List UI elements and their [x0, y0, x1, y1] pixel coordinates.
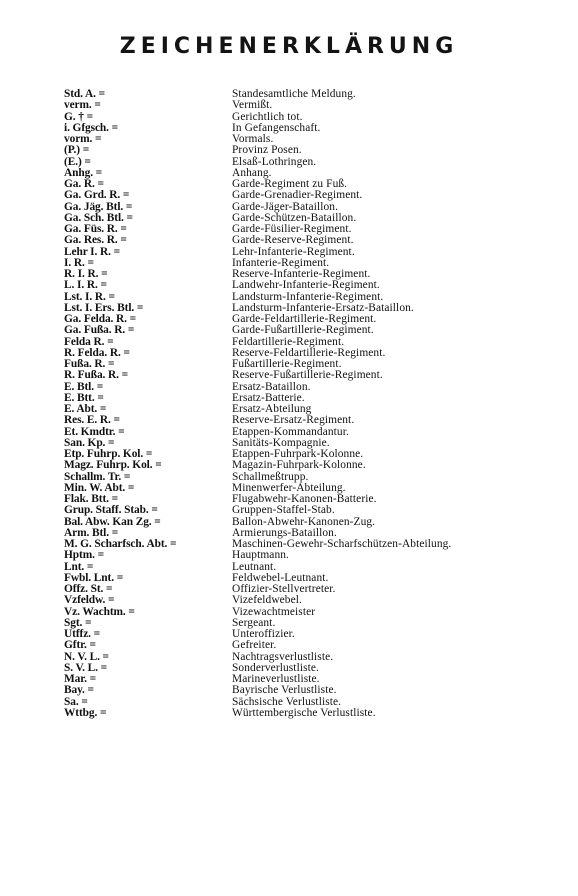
abbreviation-meaning: Garde-Schützen-Bataillon. [232, 211, 357, 224]
abbreviation: Ga. Jäg. Btl. = [64, 200, 133, 213]
abbreviation-meaning: Marineverlustliste. [232, 673, 320, 685]
abbreviation: Ga. Fußa. R. = [64, 324, 135, 337]
abbreviation-meaning: Sächsische Verlustliste. [232, 695, 342, 708]
abbreviation-meaning: Provinz Posen. [232, 144, 302, 157]
abbreviation-meaning: Vormals. [232, 133, 274, 145]
abbreviation: R. Fußa. R. = [64, 369, 129, 382]
abbreviation-meaning: Fußartillerie-Regiment. [232, 358, 342, 370]
legend-entry [64, 100, 574, 111]
abbreviation: M. G. Scharfsch. Abt. = [64, 538, 177, 550]
abbreviation: i. Gfgsch. = [64, 121, 119, 134]
abbreviation: Min. W. Abt. = [64, 481, 135, 494]
abbreviation-meaning: Gerichtlich tot. [232, 110, 303, 123]
legend-entry [64, 708, 574, 719]
legend-entry [64, 393, 574, 404]
abbreviation: verm. = [64, 99, 101, 112]
abbreviation: Vz. Wachtm. = [64, 605, 135, 618]
abbreviation-meaning: In Gefangenschaft. [232, 121, 321, 134]
abbreviation-meaning: Etappen-Fuhrpark-Kolonne. [232, 448, 364, 460]
abbreviation-meaning: Ersatz-Batterie. [232, 391, 305, 404]
abbreviation-meaning: Etappen-Kommandantur. [232, 425, 349, 438]
abbreviation-meaning: Ballon-Abwehr-Kanonen-Zug. [232, 515, 376, 528]
abbreviation: I. R. = [64, 256, 94, 269]
legend-entry [64, 550, 574, 561]
abbreviation: E. Abt. = [64, 403, 107, 415]
legend-entry [64, 370, 574, 381]
abbreviation: Anhg. = [64, 166, 103, 179]
abbreviation-meaning: Minenwerfer-Abteilung. [232, 481, 346, 494]
legend-entry [64, 460, 574, 471]
abbreviation: Vzfeldw. = [64, 594, 115, 607]
abbreviation-meaning: Landsturm-Infanterie-Ersatz-Bataillon. [232, 301, 414, 314]
abbreviation: Ga. Res. R. = [64, 234, 127, 247]
abbreviation-meaning: Vermißt. [232, 99, 273, 112]
abbreviation-meaning: Garde-Feldartillerie-Regiment. [232, 313, 377, 325]
abbreviation: R. I. R. = [64, 268, 108, 280]
abbreviation-meaning: Infanterie-Regiment. [232, 256, 330, 269]
legend-entry [64, 280, 574, 291]
abbreviation: Utffz. = [64, 628, 101, 640]
abbreviation-meaning: Vizewachtmeister [232, 605, 316, 618]
abbreviation: Bay. = [64, 684, 94, 697]
abbreviation-meaning: Unteroffizier. [232, 628, 295, 640]
abbreviation: Sa. = [64, 695, 88, 708]
abbreviation-meaning: Magazin-Fuhrpark-Kolonne. [232, 459, 366, 472]
abbreviation-meaning: Garde-Reserve-Regiment. [232, 234, 354, 247]
abbreviation-meaning: Bayrische Verlustliste. [232, 684, 337, 697]
legend-entry [64, 685, 574, 696]
abbreviation-meaning: Armierungs-Bataillon. [232, 526, 337, 539]
abbreviation: Felda R. = [64, 335, 114, 348]
abbreviation: Gftr. = [64, 639, 96, 652]
abbreviation-meaning: Vizefeldwebel. [232, 594, 302, 607]
legend-entry [64, 89, 574, 100]
legend-entry [64, 123, 574, 134]
abbreviation-meaning: Sergeant. [232, 616, 276, 629]
abbreviation-meaning: Garde-Jäger-Bataillon. [232, 200, 339, 213]
abbreviation-meaning: Ersatz-Abteilung [232, 403, 312, 415]
page-title: ZEICHENERKLÄRUNG [119, 34, 459, 59]
abbreviation-meaning: Feldartillerie-Regiment. [232, 335, 345, 348]
abbreviation-meaning: Gruppen-Staffel-Stab. [232, 504, 335, 517]
abbreviation: Res. E. R. = [64, 414, 120, 427]
legend-entry [64, 134, 574, 145]
abbreviation-meaning: Reserve-Ersatz-Regiment. [232, 414, 355, 427]
abbreviation: Lst. I. R. = [64, 290, 115, 303]
legend-entry [64, 595, 574, 606]
abbreviation: Et. Kmdtr. = [64, 425, 125, 438]
abbreviation: Lehr I. R. = [64, 245, 121, 258]
abbreviation-meaning: Elsaß-Lothringen. [232, 155, 317, 168]
abbreviation-meaning: Württembergische Verlustliste. [232, 706, 376, 719]
abbreviation-meaning: Garde-Füsilier-Regiment. [232, 223, 352, 235]
legend-entry [64, 629, 574, 640]
abbreviation: Schallm. Tr. = [64, 470, 131, 483]
abbreviation: Offz. St. = [64, 583, 113, 595]
abbreviation-meaning: Standesamtliche Meldung. [232, 88, 356, 100]
abbreviation-meaning: Landsturm-Infanterie-Regiment. [232, 290, 384, 303]
abbreviation-meaning: Hauptmann. [232, 549, 289, 562]
abbreviation: Ga. Füs. R. = [64, 223, 127, 235]
abbreviation: Bal. Abw. Kan Zg. = [64, 515, 161, 528]
abbreviation: (P.) = [64, 144, 90, 157]
abbreviation: Magz. Fuhrp. Kol. = [64, 459, 162, 472]
abbreviation: Std. A. = [64, 88, 106, 100]
abbreviation-meaning: Garde-Fußartillerie-Regiment. [232, 324, 374, 337]
abbreviation-meaning: Sonderverlustliste. [232, 661, 320, 674]
abbreviation-meaning: Nachtragsverlustliste. [232, 650, 334, 663]
abbreviation-meaning: Garde-Grenadier-Regiment. [232, 189, 363, 202]
legend-entry [64, 145, 574, 156]
legend-entry [64, 618, 574, 629]
abbreviation: Ga. Sch. Btl. = [64, 211, 133, 224]
abbreviation: Ga. Grd. R. = [64, 189, 130, 202]
legend-entry [64, 584, 574, 595]
abbreviation: R. Felda. R. = [64, 346, 130, 359]
legend-entry [64, 415, 574, 426]
abbreviation-meaning: Anhang. [232, 166, 272, 179]
legend-entry [64, 190, 574, 201]
abbreviation: N. V. L. = [64, 650, 109, 663]
legend-entry [64, 607, 574, 618]
abbreviation: Fußa. R. = [64, 358, 115, 370]
abbreviation-meaning: Schallmeßtrupp. [232, 470, 309, 483]
abbreviation: Fwbl. Lnt. = [64, 571, 124, 584]
abbreviation: vorm. = [64, 133, 102, 145]
abbreviation-meaning: Flugabwehr-Kanonen-Batterie. [232, 493, 377, 505]
abbreviation: Mar. = [64, 673, 97, 685]
abbreviation: Etp. Fuhrp. Kol. = [64, 448, 153, 460]
abbreviation: Ga. Felda. R. = [64, 313, 137, 325]
legend-entry [64, 325, 574, 336]
abbreviation: L. I. R. = [64, 279, 107, 292]
legend-entry [64, 652, 574, 663]
abbreviation: Flak. Btt. = [64, 493, 119, 505]
abbreviation: Hptm. = [64, 549, 104, 562]
abbreviation: Wttbg. = [64, 706, 107, 719]
abbreviation-meaning: Maschinen-Gewehr-Scharfschützen-Abteilung. [232, 538, 452, 550]
abbreviation-meaning: Reserve-Fußartillerie-Regiment. [232, 369, 383, 382]
abbreviation: (E.) = [64, 155, 91, 168]
abbreviation-meaning: Leutnant. [232, 560, 277, 573]
abbreviation: Lnt. = [64, 560, 94, 573]
abbreviation: Ga. R. = [64, 178, 104, 190]
abbreviation: S. V. L. = [64, 661, 108, 674]
legend-entry [64, 382, 574, 393]
abbreviation-meaning: Gefreiter. [232, 639, 277, 652]
abbreviation: Grup. Staff. Stab. = [64, 504, 158, 517]
abbreviation-meaning: Ersatz-Bataillon. [232, 380, 311, 393]
abbreviation: E. Btl. = [64, 380, 104, 393]
abbreviation-meaning: Sanitäts-Kompagnie. [232, 436, 330, 449]
abbreviation-meaning: Reserve-Infanterie-Regiment. [232, 268, 371, 280]
legend-entry [64, 640, 574, 651]
legend-entry [64, 505, 574, 516]
abbreviation: San. Kp. = [64, 436, 115, 449]
abbreviation-meaning: Landwehr-Infanterie-Regiment. [232, 279, 380, 292]
abbreviation: Arm. Btl. = [64, 526, 119, 539]
abbreviation-meaning: Reserve-Feldartillerie-Regiment. [232, 346, 386, 359]
abbreviation: G. † = [64, 110, 93, 123]
abbreviation-meaning: Offizier-Stellvertreter. [232, 583, 336, 595]
abbreviation: Lst. I. Ers. Btl. = [64, 301, 144, 314]
legend-entry [64, 235, 574, 246]
legend-entry [64, 539, 574, 550]
abbreviation-meaning: Lehr-Infanterie-Regiment. [232, 245, 355, 258]
abbreviation: Sgt. = [64, 616, 92, 629]
legend-entry [64, 157, 574, 168]
abbreviation: E. Btt. = [64, 391, 104, 404]
abbreviation-meaning: Feldwebel-Leutnant. [232, 571, 329, 584]
abbreviation-legend [64, 89, 574, 719]
abbreviation-meaning: Garde-Regiment zu Fuß. [232, 178, 348, 190]
